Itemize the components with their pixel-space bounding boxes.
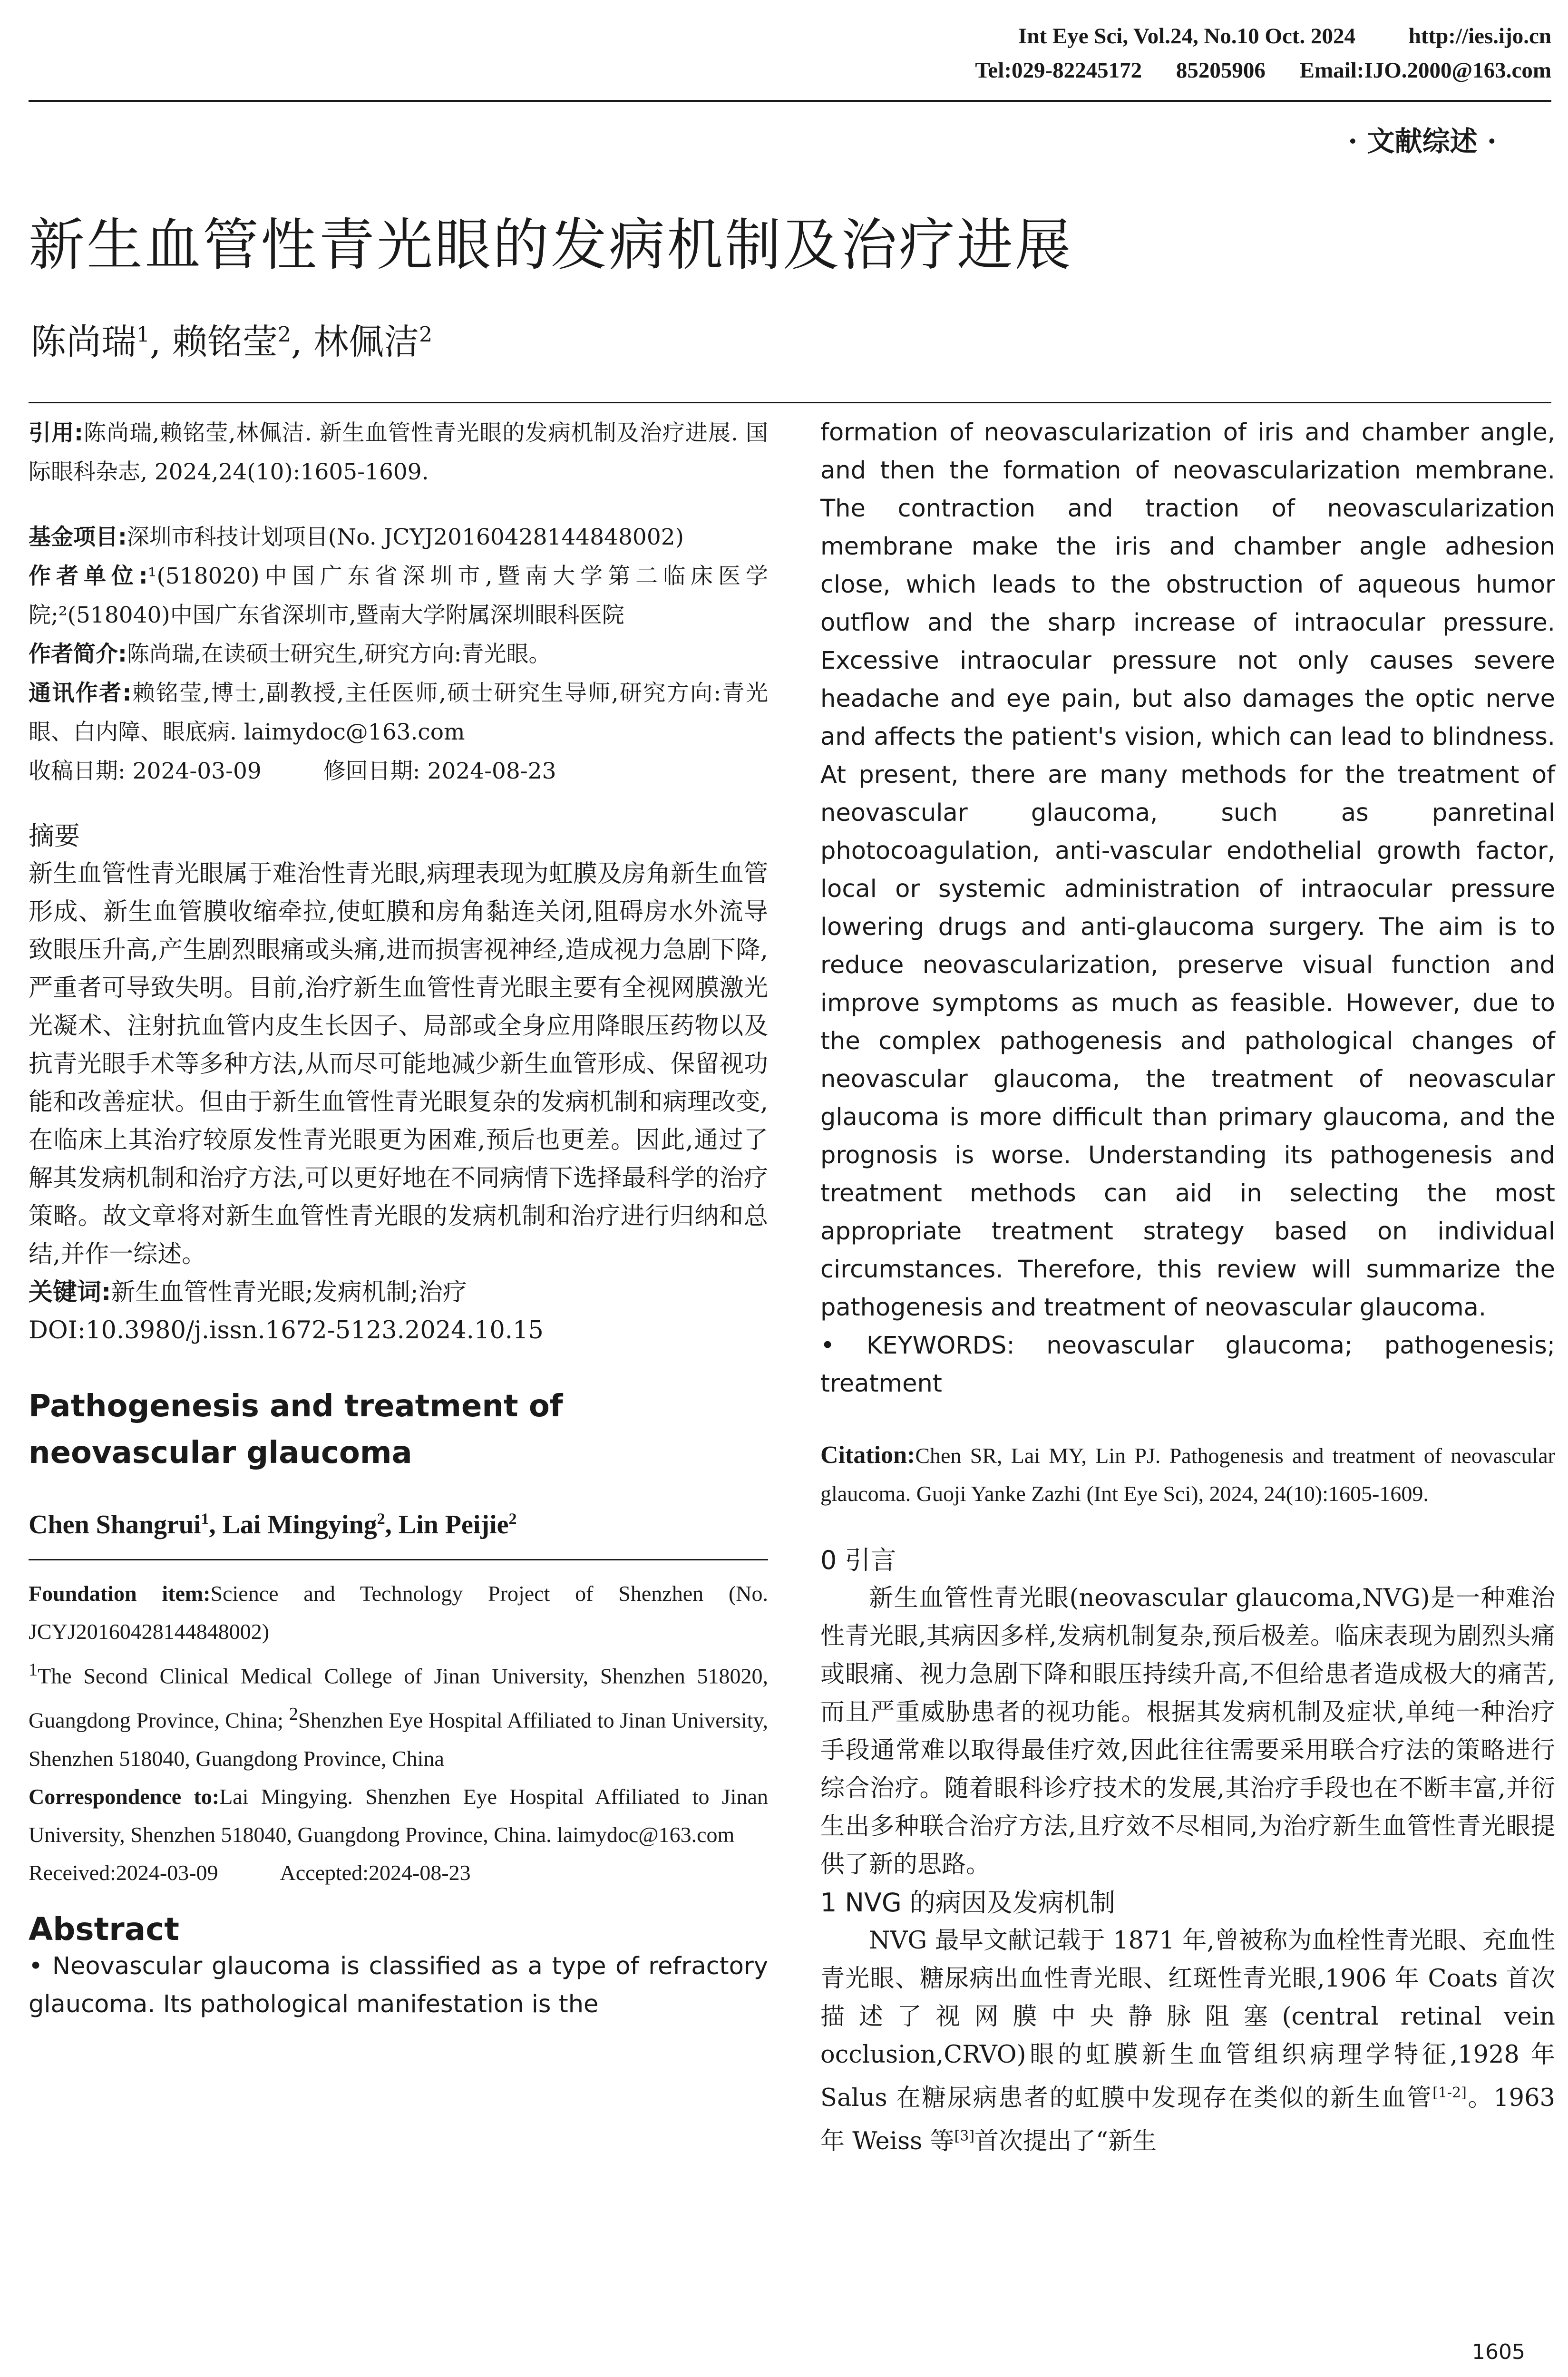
cn-dates: [29, 752, 768, 791]
en-authors-rule: [29, 1559, 768, 1560]
cn-keywords-text: 新生血管性青光眼;发病机制;治疗: [111, 1278, 467, 1306]
cn-abstract-heading: 摘要: [29, 821, 80, 851]
en-keywords-label: KEYWORDS:: [866, 1332, 1015, 1360]
en-correspondence-label: Correspondence to:: [29, 1784, 220, 1809]
en-citation-label: Citation:: [820, 1442, 915, 1469]
section1-heading: 1 NVG 的病因及发病机制: [820, 1888, 1115, 1918]
cn-revised-date: 修回日期: 2024-08-23: [323, 758, 556, 784]
left-column: [29, 414, 768, 2024]
cn-keywords-label: 关键词:: [29, 1278, 111, 1306]
cn-bio: [29, 635, 768, 674]
reference-marker[interactable]: [3]: [954, 2128, 975, 2144]
cn-doi[interactable]: DOI:10.3980/j.issn.1672-5123.2024.10.15: [29, 1316, 544, 1344]
page-number: 1605: [1472, 2340, 1525, 2364]
cn-corresponding: [29, 674, 768, 752]
en-authors: Chen Shangrui$^1$, Lai Mingying$^2$, Lin Peijie$^2$: [29, 1510, 517, 1539]
reference-marker[interactable]: [1-2]: [1432, 2085, 1467, 2101]
en-affiliation-1: The Second Clinical Medical College of Jinan University, Shenzhen 518020, Guangdong Province, China;: [29, 1664, 768, 1733]
en-affiliation-2: Shenzhen Eye Hospital Affiliated to Jinan University, Shenzhen 518040, Guangdong Province, China: [29, 1708, 769, 1771]
author-affiliation-marker: 2: [278, 322, 292, 347]
journal-url[interactable]: http://ies.ijo.cn: [1408, 24, 1551, 49]
cn-corresponding-text: 赖铭莹,博士,副教授,主任医师,硕士研究生导师,研究方向:青光眼、白内障、眼底病. laimydoc@163.com: [29, 680, 768, 745]
cn-fund: [29, 518, 768, 557]
en-title: Pathogenesis and treatment of neovascular glaucoma: [29, 1389, 563, 1471]
article-title: 新生血管性青光眼的发病机制及治疗进展: [29, 212, 1073, 278]
cn-citation: [29, 414, 768, 492]
author-affiliation-marker: 1: [136, 322, 150, 347]
right-column: [820, 414, 1555, 2161]
authors-cn: 陈尚瑞$^1$, 赖铭莹$^2$, 林佩洁$^2$: [31, 321, 433, 362]
cn-fund-label: 基金项目:: [29, 524, 127, 550]
en-author-name: Chen Shangrui: [29, 1510, 201, 1539]
en-citation: [820, 1436, 1555, 1513]
en-author-affiliation-marker: 1: [201, 1510, 209, 1528]
en-accepted-date: Accepted:2024-08-23: [280, 1860, 471, 1885]
en-foundation: [29, 1575, 768, 1651]
en-affiliations: $^1$The Second Clinical Medical College of Jinan University, Shenzhen 518020, Guangdong Province, China; $^2$Shenzhen Eye Hospital Affiliated to Jinan University, Shenzhen 518040, Guangdong Province, China: [29, 1660, 769, 1771]
header-rule: [29, 100, 1551, 102]
en-abstract-text-part1: • Neovascular glaucoma is classified as a type of refractory glaucoma. Its pathological manifestation is the: [29, 1948, 768, 2024]
section1-text-a: NVG 最早文献记载于 1871 年,曾被称为血栓性青光眼、充血性青光眼、糖尿病出血性青光眼、红斑性青光眼,1906 年 Coats 首次描述了视网膜中央静脉阻塞(central retinal vein occlusion,CRVO)眼的虹膜新生血管组织病理学特征,1928 年 Salus 在糖尿病患者的虹膜中发现存在类似的新生血管: [820, 1927, 1555, 2112]
cn-citation-label: 引用:: [29, 420, 83, 446]
cn-fund-text: 深圳市科技计划项目(No. JCYJ20160428144848002): [127, 524, 684, 550]
en-abstract-text-part2: formation of neovascularization of iris and chamber angle, and then the formation of neovascularization membrane. The contraction and traction of neovascularization membrane make the iris and chamber angle adhesion close, which leads to the obstruction of aqueous humor outflow and the sharp increase of intraocular pressure. Excessive intraocular pressure not only causes severe headache and eye pain, but also damages the optic nerve and affects the patient's vision, which can lead to blindness. At present, there are many methods for the treatment of neovascular glaucoma, such as panretinal photocoagulation, anti-vascular endothelial growth factor, local or systemic administration of intraocular pressure lowering drugs and anti-glaucoma surgery. The aim is to reduce neovascularization, preserve visual function and improve symptoms as much as feasible. However, due to the complex pathogenesis and pathological changes of neovascular glaucoma, the treatment of neovascular glaucoma is more difficult than primary glaucoma, and the prognosis is worse. Understanding its pathogenesis and treatment methods can aid in selecting the most appropriate treatment strategy based on individual circumstances. Therefore, this review will summarize the pathogenesis and treatment of neovascular glaucoma.: [820, 419, 1555, 1322]
journal-tel: Tel:029-82245172: [975, 58, 1142, 83]
journal-tel-2: 85205906: [1176, 58, 1266, 83]
cn-received-date: 收稿日期: 2024-03-09: [29, 758, 262, 784]
section-label: · 文献综述 ·: [1348, 125, 1497, 157]
cn-bio-text: 陈尚瑞,在读硕士研究生,研究方向:青光眼。: [127, 641, 551, 667]
cn-unit-label: 作者单位:: [29, 563, 148, 589]
section1-text: [820, 1922, 1555, 2161]
author-name: 陈尚瑞: [31, 321, 136, 362]
intro-text: 新生血管性青光眼(neovascular glaucoma,NVG)是一种难治性青光眼,其病因多样,发病机制复杂,预后极差。临床表现为剧烈头痛或眼痛、视力急剧下降和眼压持续升高,不但给患者造成极大的痛苦,而且严重威胁患者的视功能。根据其发病机制及症状,单纯一种治疗手段通常难以取得最佳疗效,因此往往需要采用联合疗法的策略进行综合治疗。随着眼科诊疗技术的发展,其治疗手段也在不断丰富,并衍生出多种联合治疗方法,且疗效不尽相同,为治疗新生血管性青光眼提供了新的思路。: [820, 1584, 1555, 1879]
en-foundation-text: Science and Technology Project of Shenzhen (No. JCYJ20160428144848002): [29, 1581, 768, 1644]
en-author-name: Lin Peijie: [398, 1510, 509, 1539]
cn-bio-label: 作者简介:: [29, 641, 127, 667]
en-abstract-heading: Abstract: [29, 1910, 179, 1948]
en-author-affiliation-marker: 2: [508, 1510, 517, 1528]
cn-unit-text: ¹(518020)中国广东省深圳市,暨南大学第二临床医学院;²(518040)中国广东省深圳市,暨南大学附属深圳眼科医院: [29, 563, 769, 628]
en-correspondence-text: Lai Mingying. Shenzhen Eye Hospital Affiliated to Jinan University, Shenzhen 518040, Guangdong Province, China. laimydoc@163.com: [29, 1784, 769, 1847]
cn-unit: [29, 557, 768, 635]
cn-abstract-text: 新生血管性青光眼属于难治性青光眼,病理表现为虹膜及房角新生血管形成、新生血管膜收缩牵拉,使虹膜和房角黏连关闭,阻碍房水外流导致眼压升高,产生剧烈眼痛或头痛,进而损害视神经,造成视力急剧下降,严重者可导致失明。目前,治疗新生血管性青光眼主要有全视网膜激光光凝术、注射抗血管内皮生长因子、局部或全身应用降眼压药物以及抗青光眼手术等多种方法,从而尽可能地减少新生血管形成、保留视功能和改善症状。但由于新生血管性青光眼复杂的发病机制和病理改变,在临床上其治疗较原发性青光眼更为困难,预后也更差。因此,通过了解其发病机制和治疗方法,可以更好地在不同病情下选择最科学的治疗策略。故文章将对新生血管性青光眼的发病机制和治疗进行归纳和总结,并作一综述。: [29, 860, 768, 1268]
en-keywords: [820, 1327, 1555, 1403]
en-author-affiliation-marker: 2: [377, 1510, 385, 1528]
en-author-name: Lai Mingying: [222, 1510, 377, 1539]
en-received-date: Received:2024-03-09: [29, 1860, 218, 1885]
section1-text-c: 首次提出了“新生: [974, 2127, 1157, 2155]
section1-text-b: 。1963 年 Weiss 等: [820, 2084, 1556, 2155]
cn-corresponding-label: 通讯作者:: [29, 680, 132, 706]
en-keywords-text: neovascular glaucoma; pathogenesis; treatment: [820, 1332, 1556, 1398]
journal-email[interactable]: Email:IJO.2000@163.com: [1299, 58, 1551, 83]
en-citation-text: Chen SR, Lai MY, Lin PJ. Pathogenesis and treatment of neovascular glaucoma. Guoji Yanke Zazhi (Int Eye Sci), 2024, 24(10):1605-1609.: [820, 1443, 1555, 1506]
author-name: 林佩洁: [313, 321, 419, 362]
author-name: 赖铭莹: [172, 321, 278, 362]
running-header: [975, 19, 1551, 88]
title-rule: [29, 402, 1551, 403]
author-affiliation-marker: 2: [419, 322, 433, 347]
journal-info: Int Eye Sci, Vol.24, No.10 Oct. 2024: [1018, 24, 1355, 49]
cn-keywords: [29, 1274, 768, 1312]
en-dates: [29, 1854, 768, 1892]
cn-citation-text: 陈尚瑞,赖铭莹,林佩洁. 新生血管性青光眼的发病机制及治疗进展. 国际眼科杂志, 2024,24(10):1605-1609.: [29, 420, 769, 485]
en-foundation-label: Foundation item:: [29, 1581, 211, 1606]
intro-heading: 0 引言: [820, 1545, 896, 1575]
en-correspondence: [29, 1778, 768, 1854]
